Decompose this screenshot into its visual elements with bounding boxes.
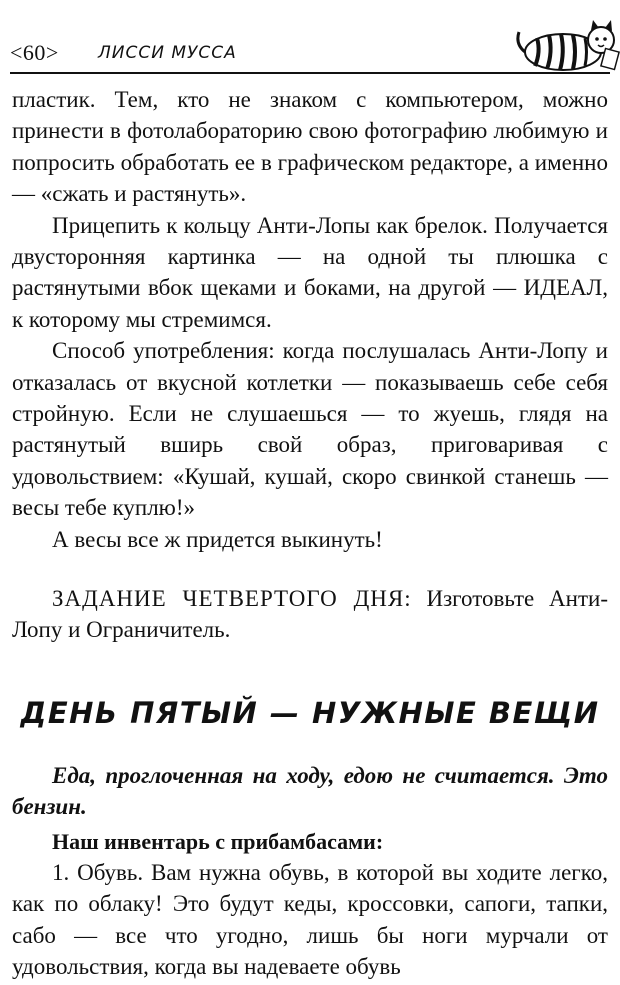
task-paragraph — [12, 583, 608, 646]
striped-cat-icon — [515, 18, 620, 74]
paragraph: Способ употребления: когда послушалась Анти-Лопу и отказалась от вкусной котлетки — показываешь себе себя стройную. Если не слушаешься — то жуешь, глядя на растянутый вширь свой образ, приговаривая с удовольствием: «Кушай, кушай, скоро свинкой станешь — весы тебе куплю!» — [12, 338, 608, 521]
paragraph: Прицепить к кольцу Анти-Лопы как брелок. Получается двусторонняя картинка — на одной ты плюшка с растянутыми вбок щеками и боками, на другой — ИДЕАЛ, к которому мы стремимся. — [12, 212, 608, 332]
page-header — [10, 30, 610, 74]
header-rule — [10, 72, 610, 74]
paragraph: А весы все ж придется выкинуть! — [52, 526, 383, 552]
paragraph: пластик. Тем, кто не знаком с компьютером, можно принести в фотолабораторию свою фотографию любимую и попросить обработать ее в графическом редакторе, а именно — «сжать и растянуть». — [12, 87, 608, 207]
list-item: 1. Обувь. Вам нужна обувь, в которой вы ходите легко, как по облаку! Это будут кеды, кроссовки, сапоги, тапки, сабо — все что угодно, лишь бы ноги мурчали от удовольствия, когда вы надеваете обувь — [12, 860, 608, 980]
page-number: <60> — [10, 40, 59, 65]
epigraph: Еда, проглоченная на ходу, едою не считается. Это бензин. — [12, 763, 608, 820]
subheading: Наш инвентарь с прибамбасами: — [52, 829, 384, 854]
running-title: ЛИССИ МУССА — [98, 43, 237, 63]
chapter-title: ДЕНЬ ПЯТЫЙ — НУЖНЫЕ ВЕЩИ — [20, 696, 600, 730]
body-text — [12, 84, 608, 555]
task-text: Изготовьте Анти-Лопу и Ограничитель. — [12, 586, 608, 643]
task-label: ЗАДАНИЕ ЧЕТВЕРТОГО ДНЯ: — [52, 586, 412, 611]
